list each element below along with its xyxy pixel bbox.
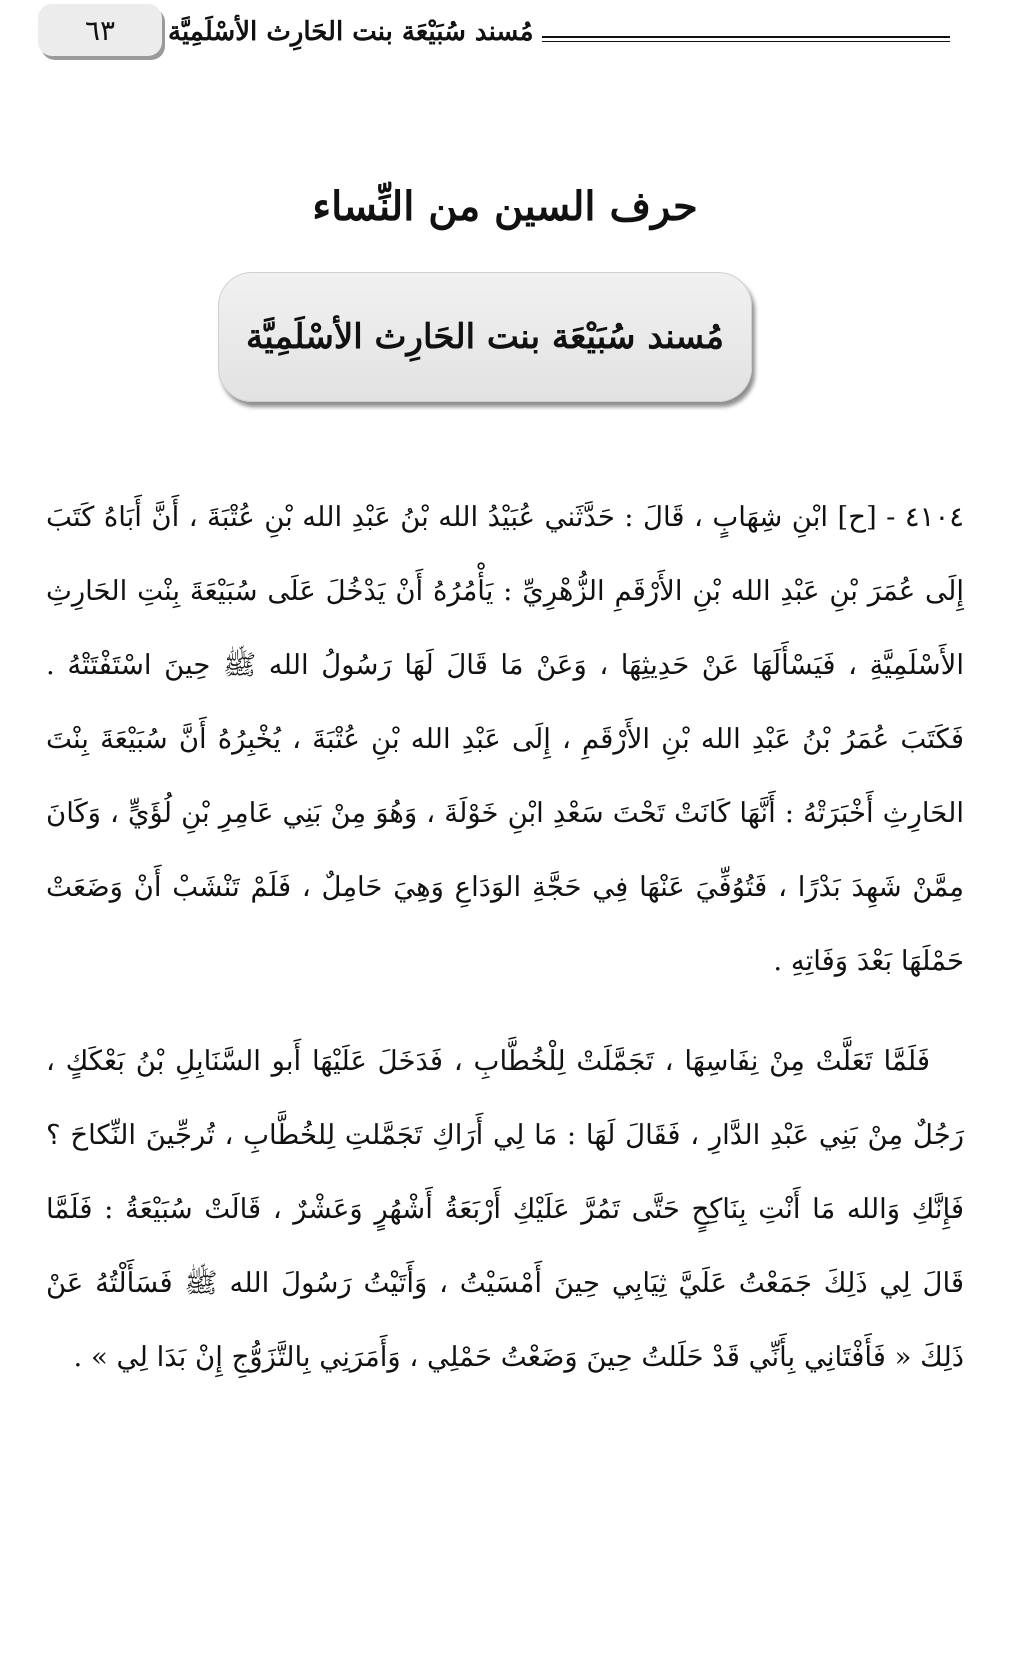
header-rule — [542, 36, 950, 42]
chapter-title: حرف السين من النِّساء — [312, 183, 698, 230]
section-title-box — [218, 272, 752, 402]
running-header — [168, 10, 968, 54]
page-number-tab — [38, 4, 162, 56]
hadith-paragraph: فَلَمَّا تَعَلَّتْ مِنْ نِفَاسِهَا ، تَجَمَّلَتْ لِلْخُطَّابِ ، فَدَخَلَ عَلَيْهَا أَبو السَّنَابِلِ بْنُ بَعْكَكٍ ، رَجُلٌ مِنْ بَنِي عَبْدِ الدَّارِ ، فَقَالَ لَهَا : مَا لِي أَرَاكِ تَجَمَّلتِ لِلخُطَّابِ ، تُرجِّينَ النِّكاحَ ؟ فَإِنَّكِ وَالله مَا أَنْتِ بِنَاكِحٍ حَتَّى تَمُرَّ عَلَيْكِ أَرْبَعَةُ أَشْهُرٍ وَعَشْرٌ ، قَالَتْ سُبَيْعَةُ : فَلَمَّا قَالَ لِي ذَلِكَ جَمَعْتُ عَلَيَّ ثِيَابِي حِينَ أَمْسَيْتُ ، وَأَتَيْتُ رَسُولَ الله ﷺ فَسَأَلْتُهُ عَنْ ذَلِكَ « فَأَفْتَانِي بِأَنِّي قَدْ حَلَلتُ حِينَ وَضَعْتُ حَمْلِي ، وَأَمَرَنِي بِالتَّزَوُّجِ إِنْ بَدَا لِي » . — [46, 1045, 964, 1373]
running-title: مُسند سُبَيْعَة بنت الحَارِث الأسْلَمِيَّة — [168, 17, 534, 47]
body-text — [46, 480, 964, 1394]
section-title: مُسند سُبَيْعَة بنت الحَارِث الأسْلَمِيَّة — [245, 317, 724, 357]
hadith-paragraph: ٤١٠٤ - [ح] ابْنِ شِهَابٍ ، قَالَ : حَدَّثَني عُبَيْدُ الله بْنُ عَبْدِ الله بْنِ عُتْبَةَ ، أَنَّ أَبَاهُ كَتَبَ إِلَى عُمَرَ بْنِ عَبْدِ الله بْنِ الأَرْقَمِ الزُّهْرِيِّ : يَأْمُرُهُ أَنْ يَدْخُلَ عَلَى سُبَيْعَةَ بِنْتِ الحَارِثِ الأَسْلَمِيَّةِ ، فَيَسْأَلَهَا عَنْ حَدِيثِهَا ، وَعَنْ مَا قَالَ لَهَا رَسُولُ الله ﷺ حِينَ اسْتَفْتَتْهُ . فَكَتَبَ عُمَرُ بْنُ عَبْدِ الله بْنِ الأَرْقَمِ ، إِلَى عَبْدِ الله بْنِ عُتْبَةَ ، يُخْبِرُهُ أَنَّ سُبَيْعَةَ بِنْتَ الحَارِثِ أَخْبَرَتْهُ : أَنَّهَا كَانَتْ تَحْتَ سَعْدِ ابْنِ خَوْلَةَ ، وَهُوَ مِنْ بَنِي عَامِرِ بْنِ لُؤَيٍّ ، وَكَانَ مِمَّنْ شَهِدَ بَدْرًا ، فَتُوُفِّيَ عَنْهَا فِي حَجَّةِ الوَدَاعِ وَهِيَ حَامِلٌ ، فَلَمْ تَنْشَبْ أَنْ وَضَعَتْ حَمْلَهَا بَعْدَ وَفَاتِهِ . — [46, 501, 964, 977]
page-number: ٦٣ — [84, 13, 116, 47]
